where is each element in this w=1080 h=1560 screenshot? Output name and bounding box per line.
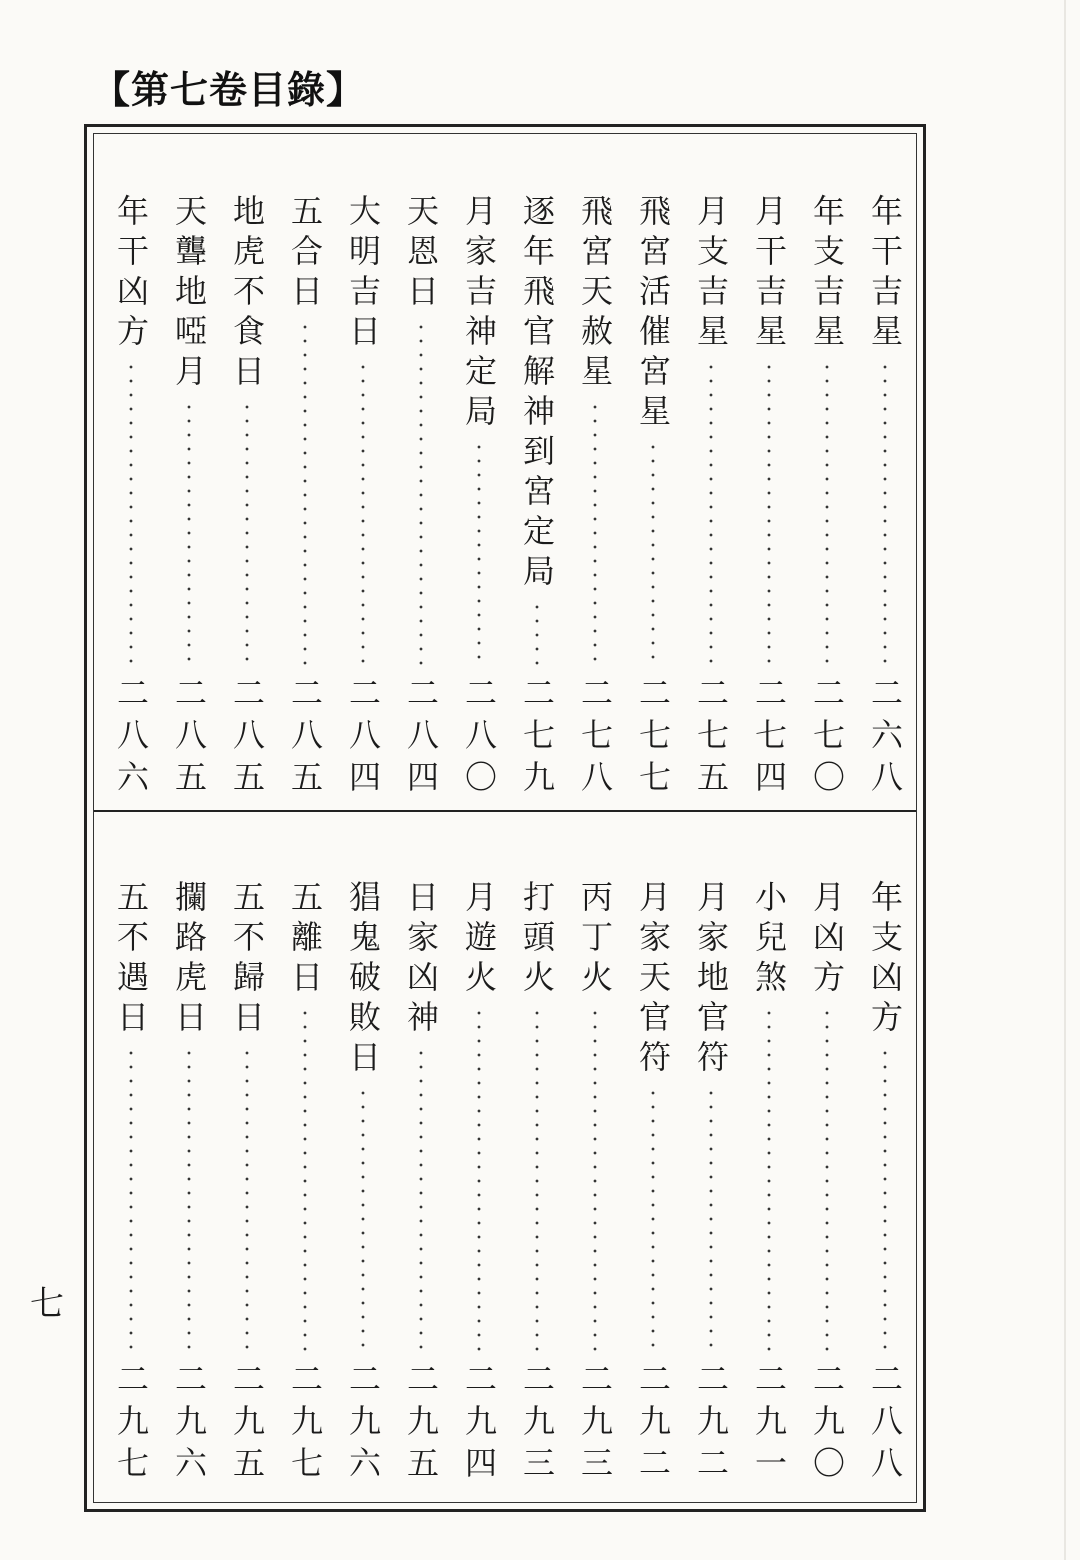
entry-page-number: 二八四 (402, 676, 440, 802)
toc-entry[interactable] (570, 194, 620, 804)
entry-title: 飛宮活催宮星 (634, 194, 672, 434)
entry-page-number: 二七〇 (808, 676, 846, 802)
toc-entry[interactable] (802, 880, 852, 1490)
entry-title: 五不遇日 (112, 880, 150, 1040)
entry-page-number: 二八〇 (460, 676, 498, 802)
entry-title: 日家凶神 (402, 880, 440, 1040)
toc-entry[interactable] (454, 880, 504, 1490)
entry-page-number: 二九六 (344, 1362, 382, 1488)
dot-leader (593, 400, 597, 668)
entry-title: 五合日 (286, 194, 324, 314)
dot-leader (187, 400, 191, 668)
entry-title: 五離日 (286, 880, 324, 1000)
entry-page-number: 二八六 (112, 676, 150, 802)
entry-page-number: 二八五 (228, 676, 266, 802)
entry-title: 大明吉日 (344, 194, 382, 354)
dot-leader (303, 1006, 307, 1354)
toc-entry[interactable] (802, 194, 852, 804)
dot-leader (129, 1046, 133, 1354)
entry-page-number: 二九五 (402, 1362, 440, 1488)
entry-page-number: 二八五 (286, 676, 324, 802)
toc-entry[interactable] (396, 880, 446, 1490)
entry-page-number: 二九七 (286, 1362, 324, 1488)
dot-leader (709, 360, 713, 668)
entry-page-number: 二九七 (112, 1362, 150, 1488)
dot-leader (245, 400, 249, 668)
dot-leader (477, 1006, 481, 1354)
entry-title: 月家天官符 (634, 880, 672, 1080)
entry-page-number: 二九五 (228, 1362, 266, 1488)
toc-entry[interactable] (222, 880, 272, 1490)
dot-leader (593, 1006, 597, 1354)
entry-page-number: 二七四 (750, 676, 788, 802)
dot-leader (477, 440, 481, 668)
entry-page-number: 二七八 (576, 676, 614, 802)
dot-leader (361, 1086, 365, 1354)
entry-title: 月凶方 (808, 880, 846, 1000)
toc-entry[interactable] (570, 880, 620, 1490)
toc-entry[interactable] (512, 880, 562, 1490)
entry-page-number: 二九三 (576, 1362, 614, 1488)
entry-page-number: 二八八 (866, 1362, 904, 1488)
entry-page-number: 二七七 (634, 676, 672, 802)
dot-leader (303, 320, 307, 668)
entry-title: 年干凶方 (112, 194, 150, 354)
toc-entry[interactable] (628, 880, 678, 1490)
scan-edge-shadow (1064, 0, 1066, 1560)
entry-page-number: 二六八 (866, 676, 904, 802)
entry-page-number: 二九四 (460, 1362, 498, 1488)
toc-section-bottom (94, 880, 916, 1490)
toc-entry[interactable] (164, 880, 214, 1490)
entry-page-number: 二九六 (170, 1362, 208, 1488)
entry-title: 年支凶方 (866, 880, 904, 1040)
entry-page-number: 二八五 (170, 676, 208, 802)
section-divider (94, 810, 916, 812)
dot-leader (825, 360, 829, 668)
entry-page-number: 二九一 (750, 1362, 788, 1488)
entry-title: 月支吉星 (692, 194, 730, 354)
entry-title: 五不歸日 (228, 880, 266, 1040)
dot-leader (535, 1006, 539, 1354)
entry-page-number: 二九二 (634, 1362, 672, 1488)
toc-entry[interactable] (106, 880, 156, 1490)
toc-entry[interactable] (106, 194, 156, 804)
entry-title: 天聾地啞月 (170, 194, 208, 394)
toc-entry[interactable] (164, 194, 214, 804)
entry-title: 飛宮天赦星 (576, 194, 614, 394)
entry-title: 天恩日 (402, 194, 440, 314)
dot-leader (883, 360, 887, 668)
entry-page-number: 二七五 (692, 676, 730, 802)
dot-leader (129, 360, 133, 668)
toc-entry[interactable] (628, 194, 678, 804)
entry-title: 月家吉神定局 (460, 194, 498, 434)
entry-page-number: 二八四 (344, 676, 382, 802)
toc-entry[interactable] (280, 880, 330, 1490)
toc-entry[interactable] (744, 194, 794, 804)
toc-entry[interactable] (860, 194, 910, 804)
entry-title: 月干吉星 (750, 194, 788, 354)
entry-title: 年干吉星 (866, 194, 904, 354)
dot-leader (535, 600, 539, 668)
entry-title: 打頭火 (518, 880, 556, 1000)
dot-leader (419, 320, 423, 668)
toc-entry[interactable] (860, 880, 910, 1490)
entry-title: 逐年飛官解神到宮定局 (518, 194, 556, 594)
entry-title: 丙丁火 (576, 880, 614, 1000)
dot-leader (419, 1046, 423, 1354)
entry-page-number: 二七九 (518, 676, 556, 802)
toc-entry[interactable] (396, 194, 446, 804)
page-number: 七 (30, 1284, 64, 1324)
toc-entry[interactable] (338, 194, 388, 804)
dot-leader (825, 1006, 829, 1354)
toc-frame (84, 124, 926, 1512)
dot-leader (709, 1086, 713, 1354)
entry-title: 年支吉星 (808, 194, 846, 354)
entry-title: 猖鬼破敗日 (344, 880, 382, 1080)
section-title: 【第七卷目錄】 (92, 68, 366, 112)
dot-leader (767, 1006, 771, 1354)
toc-entry[interactable] (512, 194, 562, 804)
entry-title: 小兒煞 (750, 880, 788, 1000)
toc-section-top (94, 194, 916, 804)
dot-leader (651, 1086, 655, 1354)
toc-entry[interactable] (338, 880, 388, 1490)
toc-entry[interactable] (280, 194, 330, 804)
toc-entry[interactable] (454, 194, 504, 804)
entry-page-number: 二九三 (518, 1362, 556, 1488)
entry-title: 攔路虎日 (170, 880, 208, 1040)
toc-inner-border (93, 133, 917, 1503)
toc-entry[interactable] (686, 880, 736, 1490)
toc-entry[interactable] (686, 194, 736, 804)
dot-leader (883, 1046, 887, 1354)
dot-leader (361, 360, 365, 668)
dot-leader (651, 440, 655, 668)
entry-page-number: 二九二 (692, 1362, 730, 1488)
dot-leader (767, 360, 771, 668)
entry-title: 月遊火 (460, 880, 498, 1000)
toc-entry[interactable] (744, 880, 794, 1490)
toc-entry[interactable] (222, 194, 272, 804)
entry-page-number: 二九〇 (808, 1362, 846, 1488)
entry-title: 地虎不食日 (228, 194, 266, 394)
entry-title: 月家地官符 (692, 880, 730, 1080)
dot-leader (245, 1046, 249, 1354)
dot-leader (187, 1046, 191, 1354)
